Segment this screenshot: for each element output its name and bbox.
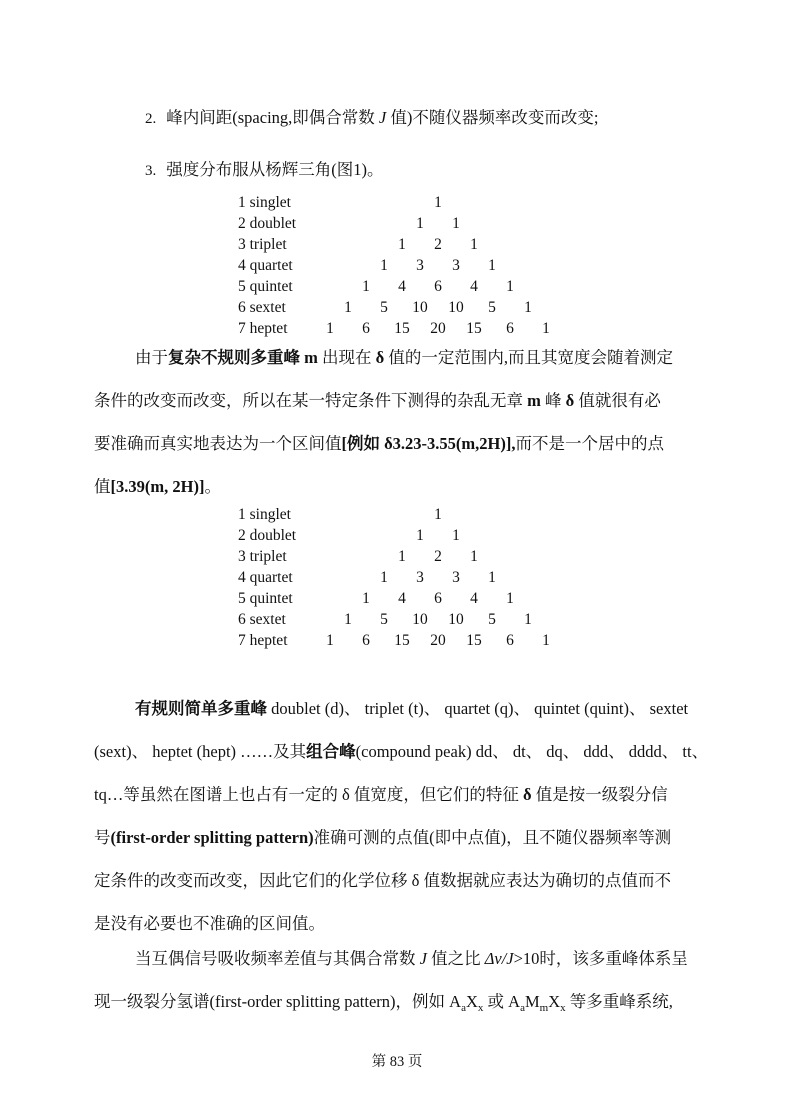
text-segment: 当互偶信号吸收频率差值与其偶合常数 — [135, 949, 420, 968]
triangle-value: 5 — [488, 611, 496, 628]
text-line — [94, 980, 714, 1023]
triangle-value: 1 — [434, 506, 442, 523]
triangle-value: 1 — [452, 527, 460, 544]
pascal-triangle-2 — [238, 504, 578, 651]
triangle-value: 2 — [434, 548, 442, 565]
text-segment: δ — [565, 391, 575, 410]
text-segment: J — [378, 108, 387, 127]
text-line — [94, 859, 714, 902]
list-item-marker: 3. — [145, 163, 157, 179]
triangle-value: 1 — [470, 236, 478, 253]
page-number: 第 83 页 — [371, 1054, 423, 1070]
text-segment: (compound peak) dd、 dt、 dq、 ddd、 dddd、 tt、 — [355, 742, 709, 761]
triangle-value: 1 — [362, 590, 370, 607]
text-segment: 值就很有必 — [574, 391, 661, 410]
triangle-value: 6 — [362, 320, 370, 337]
triangle-value: 1 — [542, 632, 550, 649]
text-segment: δ — [522, 785, 532, 804]
triangle-row-label: 2 doublet — [238, 527, 297, 544]
triangle-row-label: 3 triplet — [238, 236, 287, 253]
text-line — [94, 379, 714, 422]
triangle-value: 10 — [412, 299, 428, 316]
text-segment: 值的一定范围内,而且其宽度会随着测定 — [384, 348, 673, 367]
triangle-value: 20 — [430, 632, 446, 649]
triangle-value: 1 — [344, 611, 352, 628]
triangle-value: 10 — [448, 611, 464, 628]
triangle-value: 5 — [380, 299, 388, 316]
triangle-row — [238, 192, 578, 213]
triangle-value: 1 — [506, 278, 514, 295]
text-segment: 而不是一个居中的点 — [515, 434, 664, 453]
text-segment: doublet (d)、 triplet (t)、 quartet (q)、 quintet (quint)、 sextet — [267, 699, 689, 718]
triangle-value: 1 — [506, 590, 514, 607]
triangle-row-label: 5 quintet — [238, 278, 293, 295]
text-segment: 由于 — [135, 348, 168, 367]
triangle-value: 1 — [326, 632, 334, 649]
triangle-value: 2 — [434, 236, 442, 253]
triangle-value: 5 — [488, 299, 496, 316]
triangle-value: 1 — [416, 527, 424, 544]
triangle-value: 1 — [380, 257, 388, 274]
triangle-value: 4 — [398, 278, 406, 295]
triangle-value: 1 — [326, 320, 334, 337]
triangle-value: 15 — [394, 632, 410, 649]
text-line — [94, 773, 714, 816]
paragraph-irregular-multiplet — [94, 336, 714, 508]
triangle-value: 10 — [448, 299, 464, 316]
text-segment: a — [461, 1002, 466, 1014]
text-segment: 号 — [94, 828, 111, 847]
text-segment: 值 — [94, 477, 111, 496]
triangle-row-label: 1 singlet — [238, 506, 291, 523]
triangle-value: 10 — [412, 611, 428, 628]
triangle-row — [238, 567, 578, 588]
triangle-value: 1 — [524, 611, 532, 628]
text-segment: 现一级裂分氢谱(first-order splitting pattern)，例如 A — [94, 992, 462, 1011]
text-segment: 峰 — [540, 391, 566, 410]
text-segment: 复杂不规则多重峰 m — [168, 348, 318, 367]
triangle-value: 1 — [470, 548, 478, 565]
text-segment: x — [560, 1002, 566, 1014]
text-segment: 要准确而真实地表达为一个区间值 — [94, 434, 342, 453]
text-segment: a — [520, 1002, 525, 1014]
triangle-row-label: 5 quintet — [238, 590, 293, 607]
text-segment: (first-order splitting pattern) — [110, 828, 314, 847]
text-segment: 准确可测的点值(即中点值)，且不随仪器频率等测 — [313, 828, 672, 847]
text-segment: tq…等虽然在图谱上也占有一定的 δ 值宽度，但它们的特征 — [94, 785, 523, 804]
text-line — [94, 816, 714, 859]
text-segment: 定条件的改变而改变，因此它们的化学位移 δ 值数据就应表达为确切的点值而不 — [94, 871, 672, 890]
text-segment: m — [527, 391, 541, 410]
list-item-3 — [145, 159, 384, 182]
triangle-row-label: 6 sextet — [238, 299, 286, 316]
text-segment: [3.39(m, 2H)] — [110, 477, 205, 496]
text-segment: (sext)、 heptet (hept) ……及其 — [94, 742, 307, 761]
triangle-row — [238, 255, 578, 276]
triangle-value: 1 — [362, 278, 370, 295]
triangle-value: 4 — [470, 278, 478, 295]
triangle-value: 4 — [398, 590, 406, 607]
triangle-value: 4 — [470, 590, 478, 607]
text-line — [135, 937, 714, 980]
triangle-value: 15 — [466, 320, 482, 337]
triangle-value: 3 — [416, 569, 424, 586]
text-segment: 值之比 — [426, 949, 485, 968]
text-line — [94, 465, 714, 508]
text-line — [135, 687, 714, 730]
triangle-value: 1 — [488, 257, 496, 274]
triangle-row-label: 2 doublet — [238, 215, 297, 232]
text-segment: 等多重峰系统, — [565, 992, 673, 1011]
text-segment: 出现在 — [317, 348, 376, 367]
triangle-value: 3 — [452, 257, 460, 274]
triangle-row-label: 7 heptet — [238, 632, 288, 649]
triangle-row — [238, 588, 578, 609]
triangle-value: 1 — [416, 215, 424, 232]
text-line — [94, 730, 714, 773]
triangle-row — [238, 297, 578, 318]
text-segment: m — [539, 1002, 549, 1014]
text-segment: [例如 δ3.23-3.55(m,2H)], — [341, 434, 516, 453]
triangle-value: 1 — [488, 569, 496, 586]
triangle-value: 1 — [452, 215, 460, 232]
list-item-marker: 2. — [145, 111, 157, 127]
text-segment: Δv/J — [484, 949, 514, 968]
triangle-row-label: 4 quartet — [238, 257, 293, 274]
text-segment: 条件的改变而改变，所以在某一特定条件下测得的杂乱无章 — [94, 391, 528, 410]
triangle-row — [238, 276, 578, 297]
triangle-value: 1 — [398, 236, 406, 253]
triangle-row-label: 3 triplet — [238, 548, 287, 565]
triangle-value: 5 — [380, 611, 388, 628]
triangle-value: 3 — [416, 257, 424, 274]
triangle-value: 20 — [430, 320, 446, 337]
triangle-row — [238, 630, 578, 651]
list-item-2 — [145, 107, 598, 130]
triangle-row — [238, 525, 578, 546]
pascal-triangle-1 — [238, 192, 578, 339]
text-segment: 值是按一级裂分信 — [531, 785, 668, 804]
text-segment: X — [548, 992, 561, 1011]
triangle-value: 6 — [434, 278, 442, 295]
text-segment: J — [419, 949, 427, 968]
triangle-row-label: 1 singlet — [238, 194, 291, 211]
text-segment: x — [477, 1002, 484, 1014]
text-segment: δ — [375, 348, 385, 367]
triangle-row — [238, 546, 578, 567]
text-segment: >10时，该多重峰体系呈 — [513, 949, 688, 968]
text-segment: 组合峰 — [306, 742, 356, 761]
triangle-row — [238, 504, 578, 525]
triangle-value: 1 — [434, 194, 442, 211]
triangle-value: 1 — [542, 320, 550, 337]
text-segment: 。 — [204, 477, 221, 496]
triangle-row-label: 4 quartet — [238, 569, 293, 586]
text-segment: 值)不随仪器频率改变而改变; — [386, 108, 599, 127]
triangle-row — [238, 213, 578, 234]
text-segment: 强度分布服从杨辉三角(图1)。 — [166, 160, 384, 179]
text-segment: 是没有必要也不准确的区间值。 — [94, 914, 325, 933]
triangle-value: 6 — [362, 632, 370, 649]
triangle-value: 15 — [466, 632, 482, 649]
text-segment: 有规则简单多重峰 — [135, 699, 267, 718]
triangle-value: 6 — [506, 632, 514, 649]
triangle-value: 3 — [452, 569, 460, 586]
paragraph-first-order — [94, 937, 714, 1023]
triangle-value: 1 — [398, 548, 406, 565]
triangle-value: 6 — [434, 590, 442, 607]
text-segment: X — [465, 992, 478, 1011]
triangle-value: 1 — [380, 569, 388, 586]
triangle-row-label: 6 sextet — [238, 611, 286, 628]
text-segment: 峰内间距(spacing,即偶合常数 — [166, 108, 379, 127]
text-segment: M — [524, 992, 540, 1011]
triangle-row-label: 7 heptet — [238, 320, 288, 337]
text-segment: 或 A — [483, 992, 521, 1011]
triangle-value: 1 — [524, 299, 532, 316]
list-item-text — [166, 160, 383, 179]
list-item-text — [166, 108, 598, 127]
paragraph-regular-multiplet — [94, 687, 714, 945]
triangle-value: 15 — [394, 320, 410, 337]
triangle-row — [238, 609, 578, 630]
text-line — [94, 422, 714, 465]
page-footer — [0, 1052, 794, 1073]
triangle-row — [238, 234, 578, 255]
text-line — [135, 336, 714, 379]
triangle-value: 1 — [344, 299, 352, 316]
triangle-value: 6 — [506, 320, 514, 337]
